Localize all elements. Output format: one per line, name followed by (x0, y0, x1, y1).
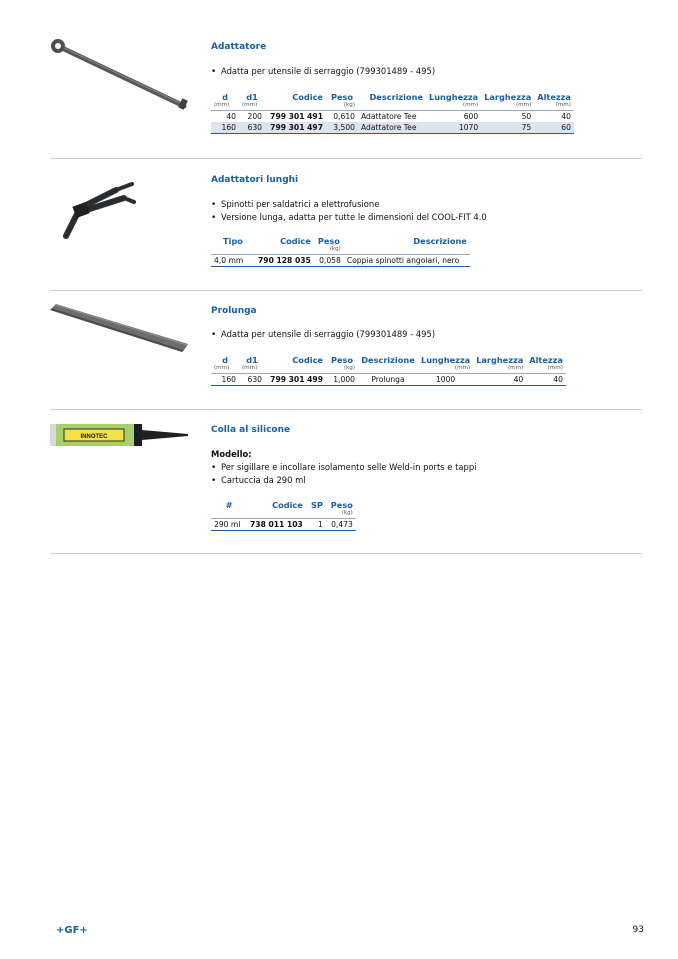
col-header: Codice (292, 355, 323, 365)
col-header: Altezza (537, 92, 571, 102)
section-title-colla: Colla al silicone (211, 425, 291, 435)
section-title-adattatore: Adattatore (211, 42, 267, 52)
bullet-list-adattatore (211, 66, 435, 79)
cell-peso: 1,000 (333, 375, 355, 384)
cell-d1: 630 (239, 122, 265, 134)
col-header: Peso (330, 355, 354, 365)
cell-peso: 0,610 (333, 112, 355, 121)
cell-larghezza: 50 (521, 112, 532, 121)
table-prolunga (211, 355, 566, 386)
col-header: SP (310, 500, 323, 510)
cell-lunghezza: 600 (463, 112, 479, 121)
section-title-adattatori-lunghi: Adattatori lunghi (211, 175, 299, 185)
bullet-item: • Spinotti per saldatrici a elettrofusione (211, 199, 487, 212)
cell-altezza: 60 (534, 122, 574, 134)
unit-label: (mm) (462, 102, 479, 108)
unit-label: (kg) (343, 102, 355, 108)
unit-label (247, 510, 306, 519)
unit-label (344, 246, 470, 255)
unit-label (265, 102, 326, 111)
col-header: Descrizione (413, 236, 467, 246)
cell-size: 290 ml (214, 520, 241, 529)
unit-label (306, 510, 326, 519)
unit-label: (kg) (341, 510, 353, 516)
col-header: Codice (280, 236, 311, 246)
col-header: d1 (246, 92, 258, 102)
unit-label: (mm) (516, 102, 532, 108)
bullet-list-adattatori-lunghi (211, 199, 487, 224)
cell-codice: 799 301 491 (270, 112, 323, 121)
bullet-item: • Versione lunga, adatta per tutte le dimensioni del COOL-FIT 4.0 (211, 212, 487, 225)
table-row (211, 374, 566, 386)
unit-label (211, 246, 255, 255)
unit-label: (kg) (329, 246, 341, 252)
cell-d: 40 (226, 112, 236, 121)
cell-tipo: 4,0 mm (214, 256, 244, 265)
section-divider (50, 553, 642, 554)
cell-altezza: 40 (561, 112, 571, 121)
section-divider (50, 409, 642, 410)
unit-label (211, 510, 247, 519)
unit-label: (mm) (242, 365, 258, 371)
unit-label (255, 246, 314, 255)
col-header: d (222, 355, 228, 365)
cell-altezza: 40 (553, 375, 563, 384)
unit-label: (mm) (508, 365, 524, 371)
section-divider (50, 158, 642, 159)
cell-codice: 790 128 035 (258, 256, 311, 265)
bullet-item: • Adatta per utensile di serraggio (799301489 - 495) (211, 329, 435, 342)
unit-label (358, 365, 418, 374)
unit-label: (kg) (343, 365, 355, 371)
silicone-cartridge-image (50, 423, 190, 447)
table-row (211, 519, 356, 531)
cell-peso: 3,500 (326, 122, 358, 134)
bullet-list-colla (211, 462, 476, 487)
model-label: Modello: (211, 449, 252, 459)
col-header: Peso (330, 92, 354, 102)
bullet-item: • Adatta per utensile di serraggio (799301489 - 495) (211, 66, 435, 79)
cell-descrizione: Adattatore Tee (358, 122, 426, 134)
unit-label (358, 102, 426, 111)
col-header: Tipo (223, 236, 243, 246)
table-adattatore (211, 92, 574, 134)
gf-logo: +GF+ (56, 925, 88, 936)
cell-sp: 1 (318, 520, 323, 529)
unit-label: (mm) (454, 365, 471, 371)
cell-peso: 0,058 (319, 256, 341, 265)
cell-descrizione: Coppia spinotti angolari, nero (346, 256, 460, 265)
col-header: Peso (330, 500, 353, 510)
table-row (211, 255, 470, 267)
col-header: Larghezza (484, 92, 532, 102)
col-header: Peso (317, 236, 340, 246)
cell-d: 160 (221, 375, 236, 384)
unit-label: (mm) (242, 102, 258, 108)
unit-label: (mm) (214, 365, 230, 371)
cell-codice: 738 011 103 (250, 520, 303, 529)
bullet-list-prolunga (211, 329, 435, 342)
cell-larghezza: 75 (481, 122, 534, 134)
col-header: Larghezza (476, 355, 524, 365)
col-header: # (225, 500, 233, 510)
cell-descrizione: Prolunga (371, 375, 405, 384)
col-header: Lunghezza (429, 92, 479, 102)
col-header: d (222, 92, 228, 102)
cell-descrizione: Adattatore Tee (361, 112, 417, 121)
unit-label (265, 365, 326, 374)
col-header: d1 (246, 355, 258, 365)
extension-bar-image (48, 302, 190, 354)
unit-label: (mm) (555, 102, 571, 108)
cell-d: 160 (211, 122, 239, 134)
cell-d1: 200 (247, 112, 262, 121)
col-header: Codice (292, 92, 323, 102)
cell-lunghezza: 1000 (435, 375, 456, 384)
table-adattatori-lunghi (211, 236, 470, 267)
unit-label: (mm) (214, 102, 230, 108)
section-title-prolunga: Prolunga (211, 306, 257, 316)
cell-d1: 630 (247, 375, 262, 384)
col-header: Altezza (529, 355, 563, 365)
cell-peso: 0,473 (331, 520, 353, 529)
cartridge-brand-text: INNOTEC (80, 434, 108, 440)
cell-codice: 799 301 497 (265, 122, 326, 134)
page-number: 93 (632, 925, 644, 935)
cell-larghezza: 40 (513, 375, 524, 384)
col-header: Lunghezza (421, 355, 471, 365)
table-row (211, 111, 574, 123)
bullet-item: • Cartuccia da 290 ml (211, 475, 476, 488)
table-row (211, 122, 574, 134)
unit-label: (mm) (547, 365, 563, 371)
angled-pins-image (58, 178, 140, 242)
cell-codice: 799 301 499 (270, 375, 323, 384)
cell-lunghezza: 1070 (426, 122, 481, 134)
col-header: Codice (272, 500, 303, 510)
col-header: Descrizione (361, 355, 415, 365)
col-header: Descrizione (369, 92, 423, 102)
section-divider (50, 290, 642, 291)
bullet-item: • Per sigillare e incollare isolamento selle Weld-in ports e tappi (211, 462, 476, 475)
adapter-rod-image (46, 36, 192, 112)
table-colla (211, 500, 356, 531)
